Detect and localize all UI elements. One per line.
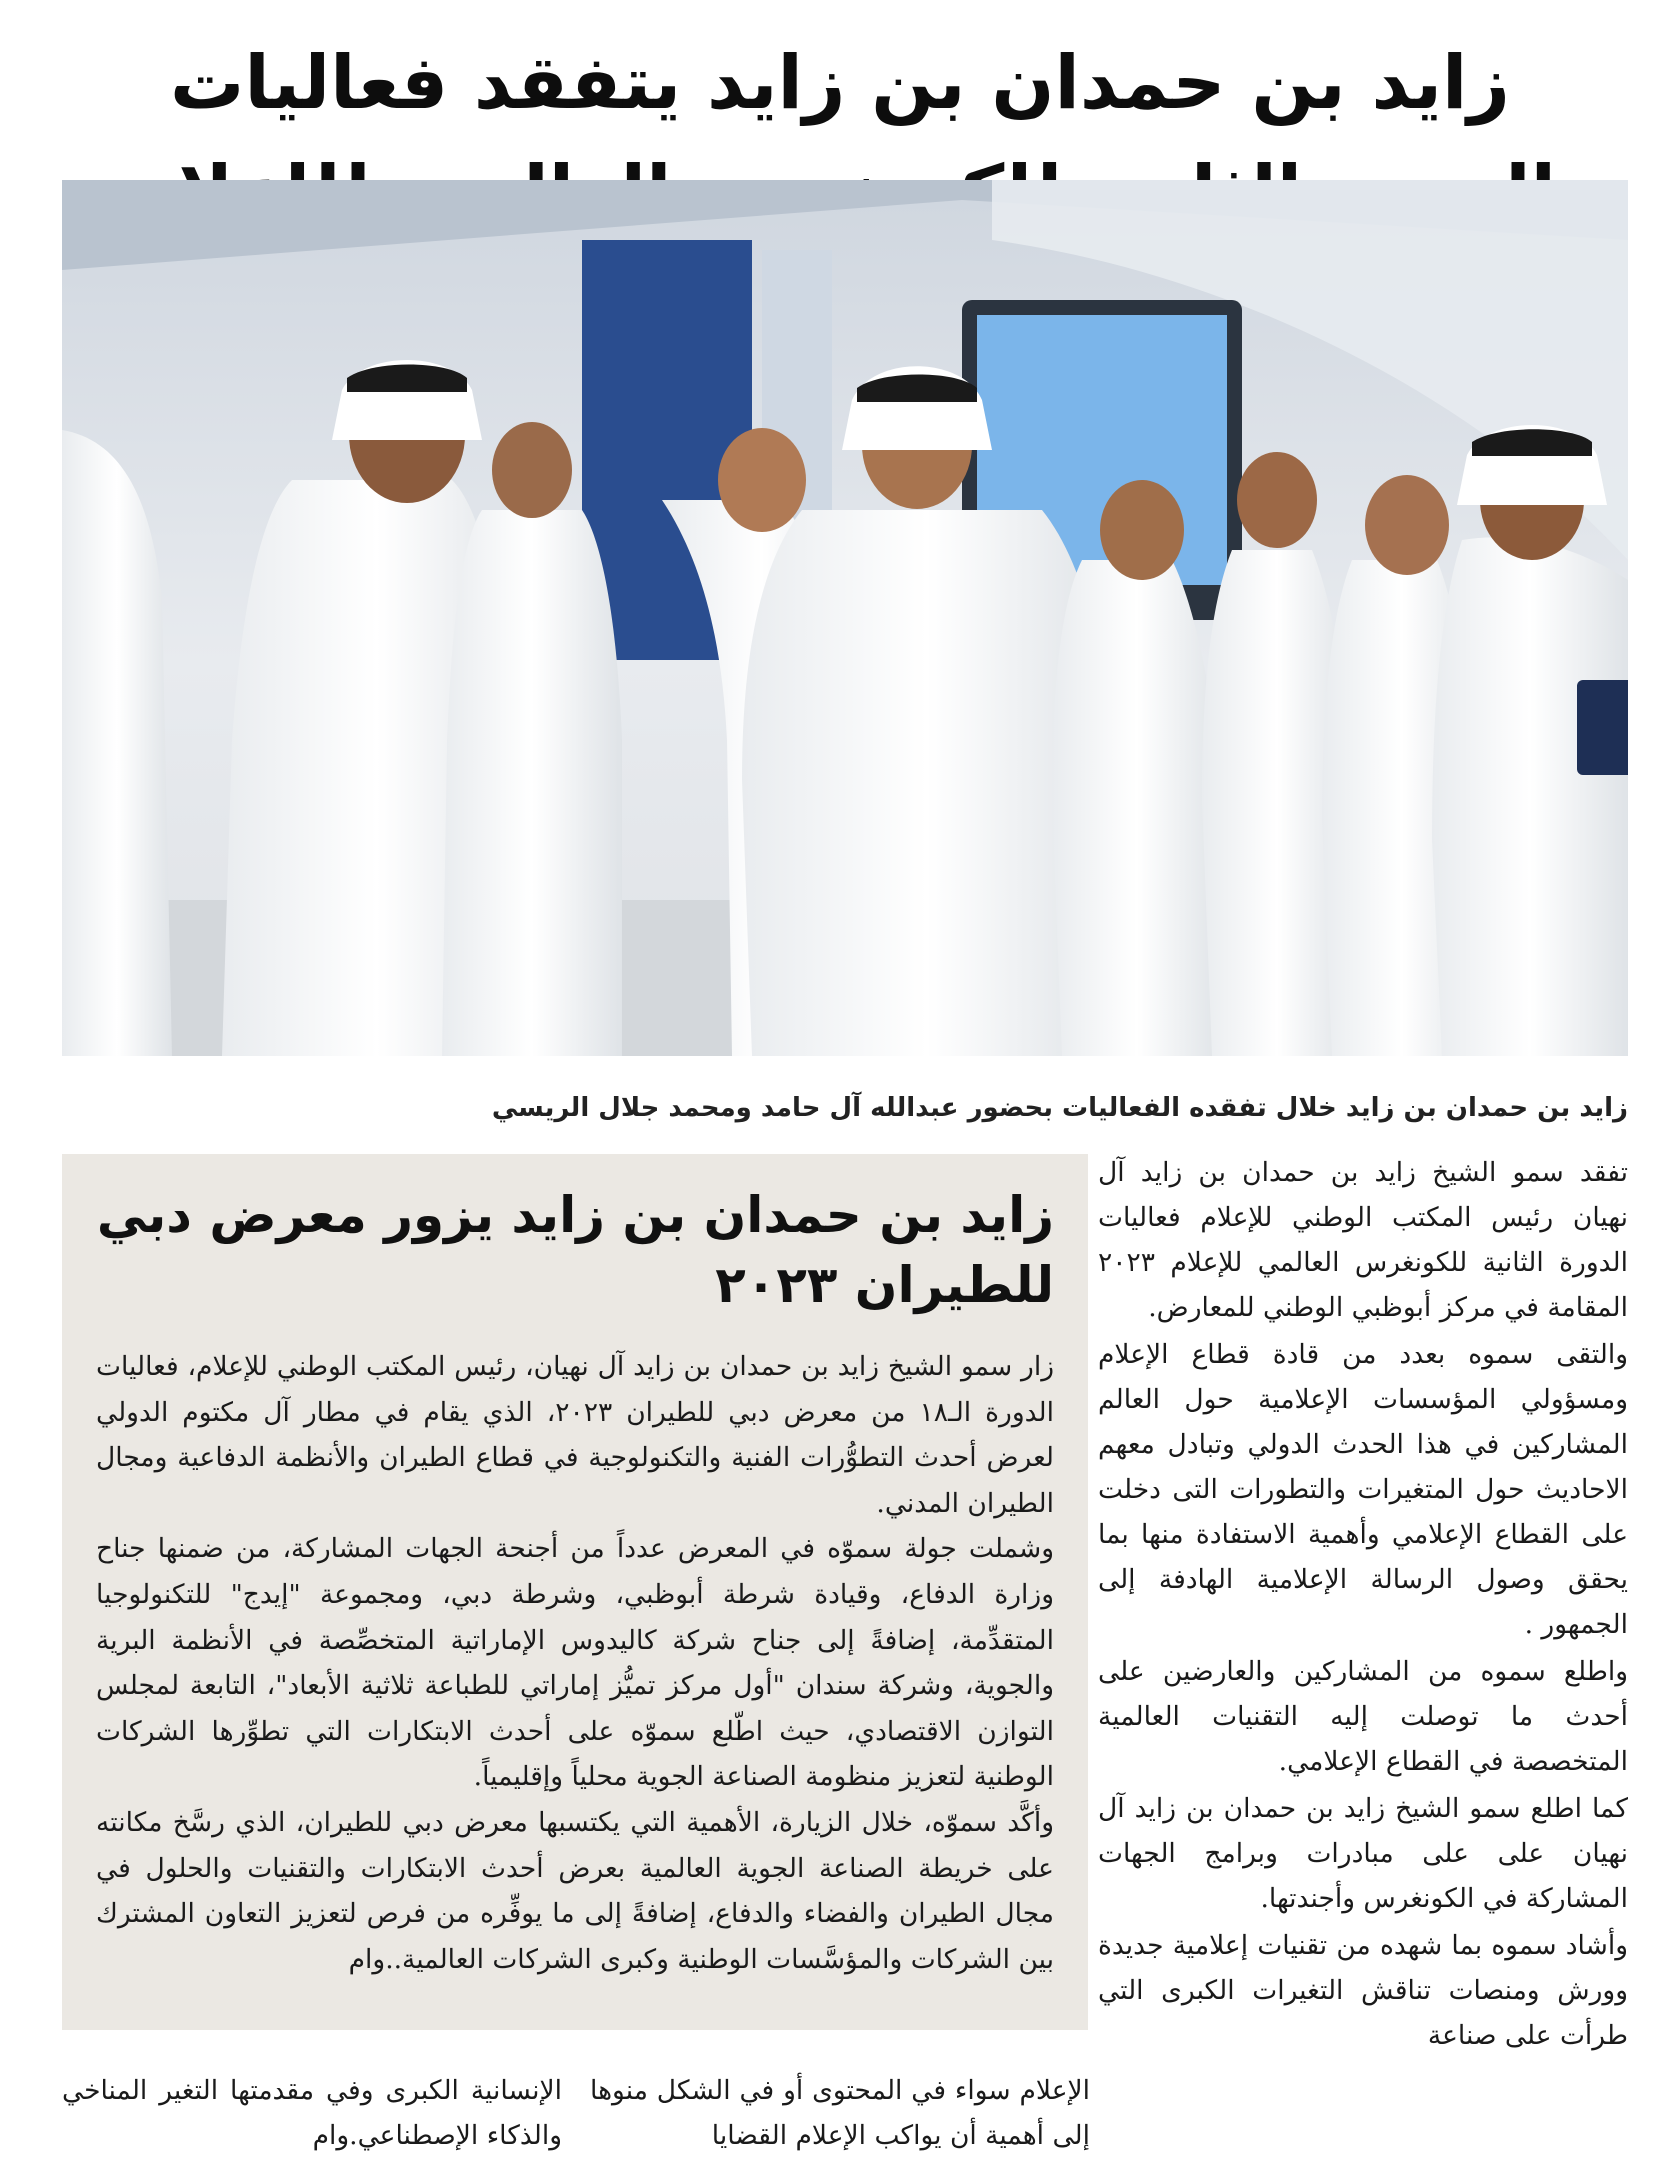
sidebar-story-body (96, 1344, 1054, 1982)
article-paragraph: والتقى سموه بعدد من قادة قطاع الإعلام ومسؤولي المؤسسات الإعلامية حول العالم المشاركين في هذا الحدث الدولي وتبادل معهم الاحاديث حول المتغيرات والتطورات التى دخلت على القطاع الإعلامي وأهمية الاستفادة منها بما يحقق وصول الرسالة الإعلامية الهادفة إلى الجمهور . (1098, 1339, 1628, 1640)
article-paragraph: وأشاد سموه بما شهده من تقنيات إعلامية جديدة وورش ومنصات تناقش التغيرات الكبرى التي طرأت على صناعة (1098, 1930, 1628, 2051)
sidebar-story-paragraph: زار سمو الشيخ زايد بن حمدان بن زايد آل نهيان، رئيس المكتب الوطني للإعلام، فعاليات الدورة الـ١٨ من معرض دبي للطيران ٢٠٢٣، الذي يقام في مطار آل مكتوم الدولي لعرض أحدث التطوُّرات الفنية والتكنولوجية في قطاع الطيران والأنظمة الدفاعية ومجال الطيران المدني. (96, 1351, 1054, 1519)
article-continuation-middle: الإعلام سواء في المحتوى أو في الشكل منوها إلى أهمية أن يواكب الإعلام القضايا (590, 2075, 1090, 2151)
main-article-column (1098, 1150, 1628, 2058)
sidebar-story-paragraph: وأكَّد سموّه، خلال الزيارة، الأهمية التي يكتسبها معرض دبي للطيران، الذي رسَّخ مكانته على خريطة الصناعة الجوية العالمية بعرض أحدث الابتكارات والتقنيات والحلول في مجال الطيران والفضاء والدفاع، إضافةً إلى ما يوفِّره من فرص لتعزيز التعاون المشترك بين الشركات والمؤسَّسات الوطنية وكبرى الشركات العالمية..وام (96, 1806, 1054, 1975)
photo-caption: زايد بن حمدان بن زايد خلال تفقده الفعاليات بحضور عبدالله آل حامد ومحمد جلال الريسي (491, 1093, 1628, 1123)
news-photo-icon (62, 180, 1628, 1056)
article-paragraph: تفقد سمو الشيخ زايد بن حمدان بن زايد آل نهيان رئيس المكتب الوطني للإعلام فعاليات الدورة الثانية للكونغرس العالمي للإعلام ٢٠٢٣ المقامة في مركز أبوظبي الوطني للمعارض. (1098, 1157, 1628, 1323)
news-photo (62, 180, 1628, 1056)
sidebar-story-title: زايد بن حمدان بن زايد يزور معرض دبي للطيران ٢٠٢٣ (96, 1186, 1054, 1314)
sidebar-story-paragraph: وشملت جولة سموّه في المعرض عدداً من أجنحة الجهات المشاركة، من ضمنها جناح وزارة الدفاع، وقيادة شرطة أبوظبي، وشرطة دبي، ومجموعة "إيدج" للتكنولوجيا المتقدِّمة، إضافةً إلى جناح شركة كاليدوس الإماراتية المتخصِّصة في الأنظمة البرية والجوية، وشركة سندان "أول مركز تميُّز إماراتي للطباعة ثلاثية الأبعاد"، التابعة لمجلس التوازن الاقتصادي، حيث اطّلع سموّه على أحدث الابتكارات التي تطوِّرها الشركات الوطنية لتعزيز منظومة الصناعة الجوية محلياً وإقليمياً. (96, 1533, 1054, 1793)
article-paragraph: كما اطلع سمو الشيخ زايد بن حمدان بن زايد آل نهيان على على مبادرات وبرامج الجهات المشاركة في الكونغرس وأجندتها. (1098, 1793, 1628, 1914)
headline: زايد بن حمدان بن زايد يتفقد فعاليات (170, 40, 1510, 126)
article-continuation-left: الإنسانية الكبرى وفي مقدمتها التغير المناخي والذكاء الإصطناعي.وام (62, 2075, 562, 2151)
article-paragraph: واطلع سموه من المشاركين والعارضين على أحدث ما توصلت إليه التقنيات العالمية المتخصصة في القطاع الإعلامي. (1098, 1656, 1628, 1777)
sidebar-story-box (62, 1154, 1088, 2030)
